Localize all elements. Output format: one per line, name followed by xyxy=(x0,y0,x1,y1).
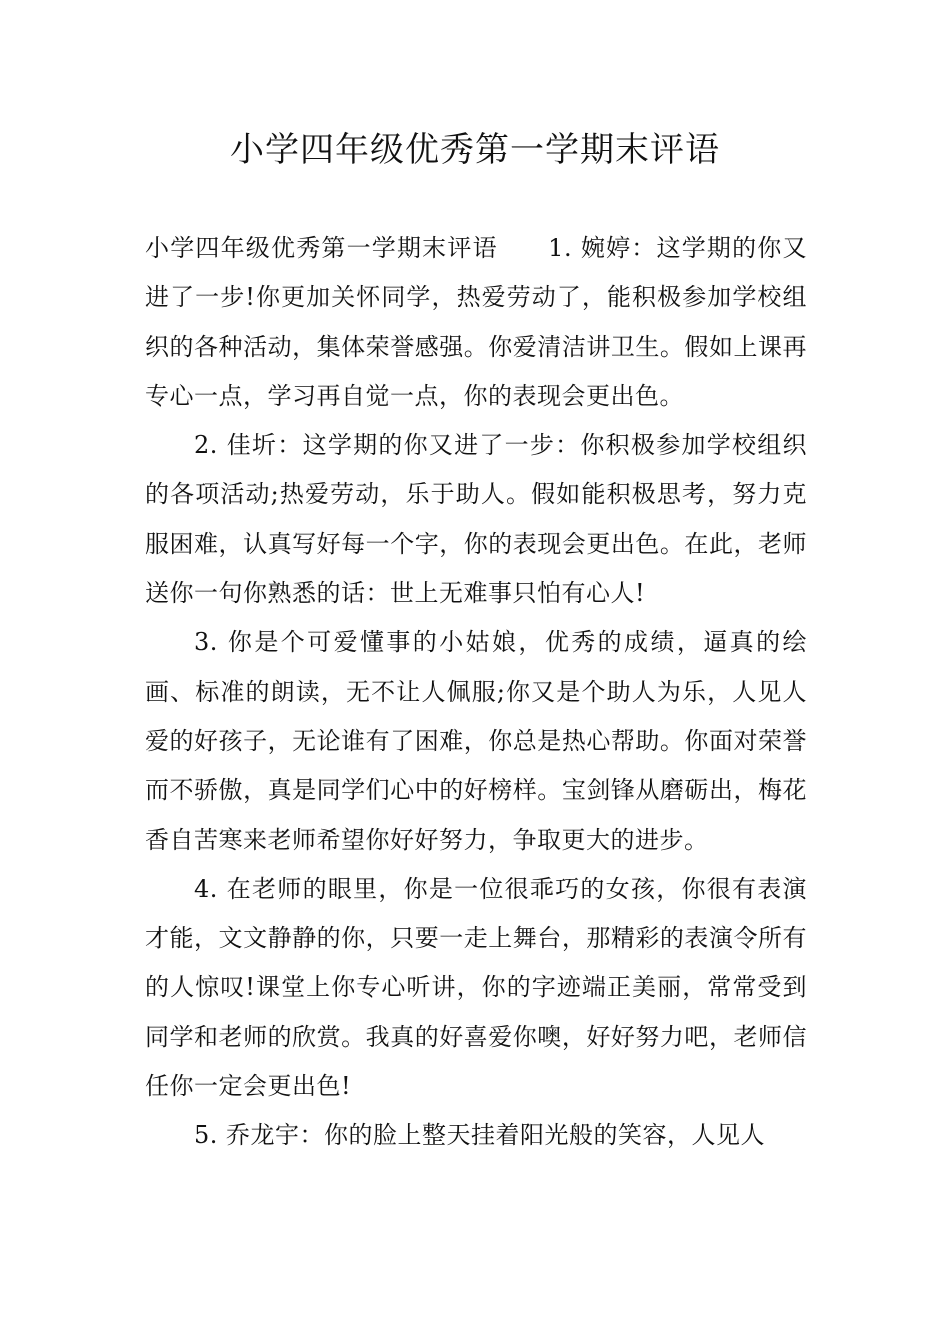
paragraph-4: 4. 在老师的眼里，你是一位很乖巧的女孩，你很有表演才能，文文静静的你，只要一走上舞台，那精彩的表演令所有的人惊叹!课堂上你专心听讲，你的字迹端正美丽，常常受到同学和老师的欣赏。我真的好喜爱你噢，好好努力吧，老师信任你一定会更出色! xyxy=(145,874,807,1101)
document-body xyxy=(145,224,807,1161)
paragraph-3: 3. 你是个可爱懂事的小姑娘，优秀的成绩，逼真的绘画、标准的朗读，无不让人佩服;你又是个助人为乐，人见人爱的好孩子，无论谁有了困难，你总是热心帮助。你面对荣誉而不骄傲，真是同学们心中的好榜样。宝剑锋从磨砺出，梅花香自苦寒来老师希望你好好努力，争取更大的进步。 xyxy=(145,628,807,854)
document-title: 小学四年级优秀第一学期末评语 xyxy=(230,130,720,170)
paragraph-2: 2. 佳圻：这学期的你又进了一步：你积极参加学校组织的各项活动;热爱劳动，乐于助人。假如能积极思考，努力克服困难，认真写好每一个字，你的表现会更出色。在此，老师送你一句你熟悉的话：世上无难事只怕有心人! xyxy=(145,431,807,608)
paragraph-5: 5. 乔龙宇：你的脸上整天挂着阳光般的笑容，人见人 xyxy=(194,1121,766,1150)
paragraph-intro: 小学四年级优秀第一学期末评语 1. 婉婷：这学期的你又进了一步!你更加关怀同学，热爱劳动了，能积极参加学校组织的各种活动，集体荣誉感强。你爱清洁讲卫生。假如上课再专心一点，学习再自觉一点，你的表现会更出色。 xyxy=(145,234,807,410)
